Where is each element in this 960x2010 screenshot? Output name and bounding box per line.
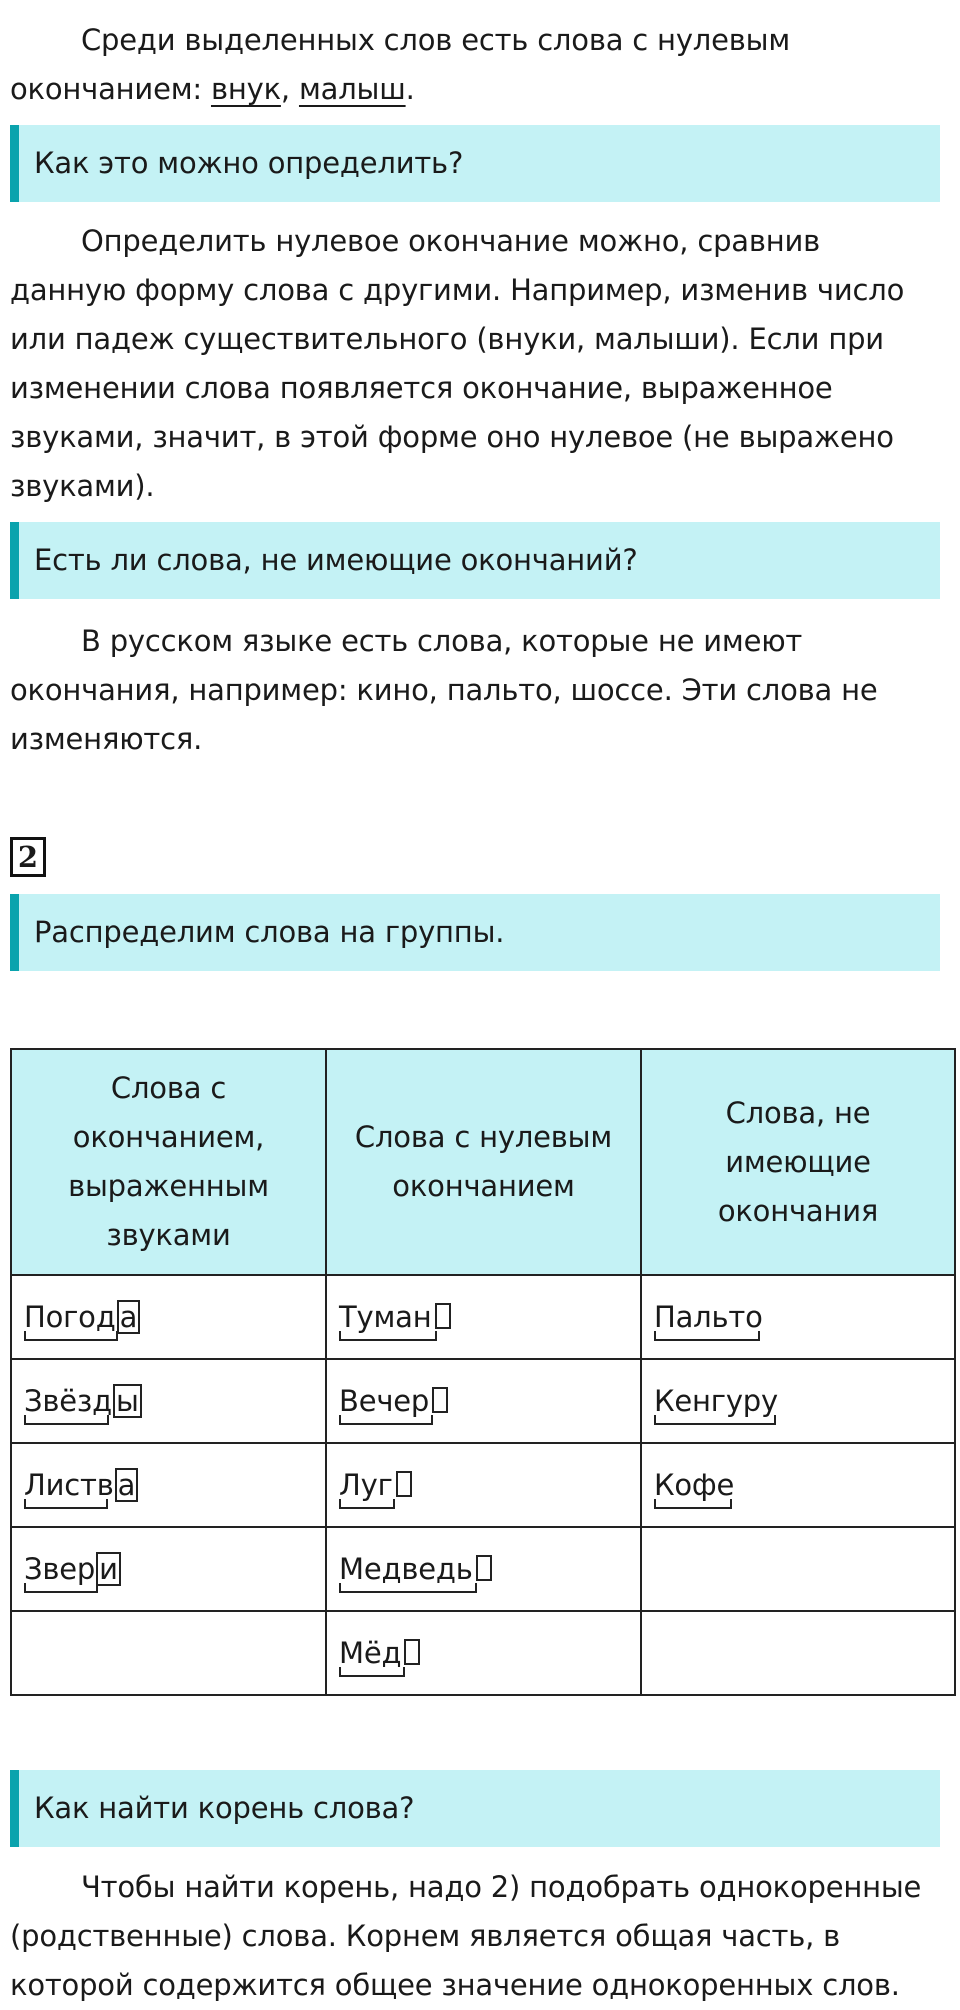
word-stem: Медведь — [339, 1552, 473, 1586]
question-box-1: Как это можно определить? — [10, 125, 940, 202]
word-groups-table — [10, 1048, 956, 1696]
zero-ending-box — [435, 1303, 451, 1329]
root-bracket — [24, 1583, 98, 1593]
word-stem: Листв — [24, 1468, 114, 1502]
table-cell — [11, 1611, 326, 1695]
table-cell — [641, 1275, 955, 1359]
ending-box: а — [115, 1468, 139, 1502]
table-cell — [11, 1443, 326, 1527]
word-analysis — [339, 1468, 412, 1502]
word-analysis — [339, 1300, 451, 1334]
table-cell — [11, 1359, 326, 1443]
word-analysis — [24, 1468, 138, 1502]
root-bracket — [339, 1331, 437, 1341]
word-stem: Кофе — [654, 1468, 735, 1502]
word-analysis — [654, 1300, 763, 1334]
zero-ending-box — [476, 1555, 492, 1581]
underlined-word-malysh: малыш — [298, 72, 406, 106]
header-no-ending: Слова, не имеющие окончания — [641, 1049, 955, 1275]
word-analysis — [654, 1384, 778, 1418]
zero-ending-box — [404, 1639, 420, 1665]
question-box-3: Распределим слова на группы. — [10, 894, 940, 971]
table-cell — [11, 1275, 326, 1359]
table-row — [11, 1611, 955, 1695]
table-row — [11, 1527, 955, 1611]
word-analysis — [339, 1636, 420, 1670]
word-stem: Звер — [24, 1552, 96, 1586]
table-cell — [326, 1359, 641, 1443]
table-cell — [641, 1527, 955, 1611]
header-zero-ending: Слова с нулевым окончанием — [326, 1049, 641, 1275]
question-box-4: Как найти корень слова? — [10, 1770, 940, 1847]
table-cell — [326, 1611, 641, 1695]
ending-box: и — [96, 1552, 121, 1586]
word-stem: Кенгуру — [654, 1384, 778, 1418]
table-header-row — [11, 1049, 955, 1275]
word-stem: Звёзд — [24, 1384, 112, 1418]
root-bracket — [24, 1331, 118, 1341]
underlined-word-vnuk: внук — [210, 72, 281, 106]
answer-paragraph-4: Чтобы найти корень, надо 2) подобрать однокоренные (родственные) слова. Корнем является общая часть, в которой содержится общее значение однокоренных слов. — [10, 1870, 922, 2002]
root-bracket — [339, 1415, 433, 1425]
table-cell — [326, 1443, 641, 1527]
word-stem: Пальто — [654, 1300, 763, 1334]
word-analysis — [24, 1300, 140, 1334]
table-row — [11, 1275, 955, 1359]
root-bracket — [339, 1667, 405, 1677]
word-analysis — [24, 1552, 121, 1586]
answer-paragraph-2: В русском языке есть слова, которые не имеют окончания, например: кино, пальто, шоссе. Эти слова не изменяются. — [10, 624, 878, 756]
word-analysis — [339, 1552, 492, 1586]
word-stem: Погод — [24, 1300, 116, 1334]
ending-box: а — [117, 1300, 141, 1334]
word-analysis — [339, 1384, 448, 1418]
zero-ending-box — [396, 1471, 412, 1497]
table-cell — [641, 1611, 955, 1695]
word-stem: Вечер — [339, 1384, 430, 1418]
intro-text: Среди выделенных слов есть слова с нулевым окончанием: — [10, 23, 791, 106]
word-analysis — [654, 1468, 734, 1502]
ending-box: ы — [113, 1384, 142, 1418]
table-cell — [11, 1527, 326, 1611]
root-bracket — [654, 1331, 760, 1341]
word-stem: Луг — [339, 1468, 393, 1502]
root-bracket — [654, 1499, 732, 1509]
task-number-box: 2 — [10, 837, 46, 877]
word-stem: Мёд — [339, 1636, 402, 1670]
separator: , — [280, 72, 299, 106]
intro-period: . — [405, 72, 415, 106]
table-cell — [326, 1527, 641, 1611]
root-bracket — [654, 1415, 776, 1425]
header-with-ending: Слова с окончанием, выраженным звуками — [11, 1049, 326, 1275]
table-row — [11, 1359, 955, 1443]
root-bracket — [24, 1415, 109, 1425]
root-bracket — [339, 1583, 477, 1593]
table-cell — [641, 1443, 955, 1527]
table-cell — [641, 1359, 955, 1443]
table-cell — [326, 1275, 641, 1359]
zero-ending-box — [432, 1387, 448, 1413]
root-bracket — [339, 1499, 395, 1509]
question-box-2: Есть ли слова, не имеющие окончаний? — [10, 522, 940, 599]
word-analysis — [24, 1384, 142, 1418]
intro-paragraph — [10, 16, 940, 114]
answer-paragraph-1: Определить нулевое окончание можно, сравнив данную форму слова с другими. Например, изменив число или падеж существительного (внуки, малыши). Если при изменении слова появляется окончание, выраженное звуками, значит, в этой форме оно нулевое (не выражено звуками). — [10, 224, 905, 503]
table-row — [11, 1443, 955, 1527]
root-bracket — [24, 1499, 108, 1509]
word-stem: Туман — [339, 1300, 432, 1334]
